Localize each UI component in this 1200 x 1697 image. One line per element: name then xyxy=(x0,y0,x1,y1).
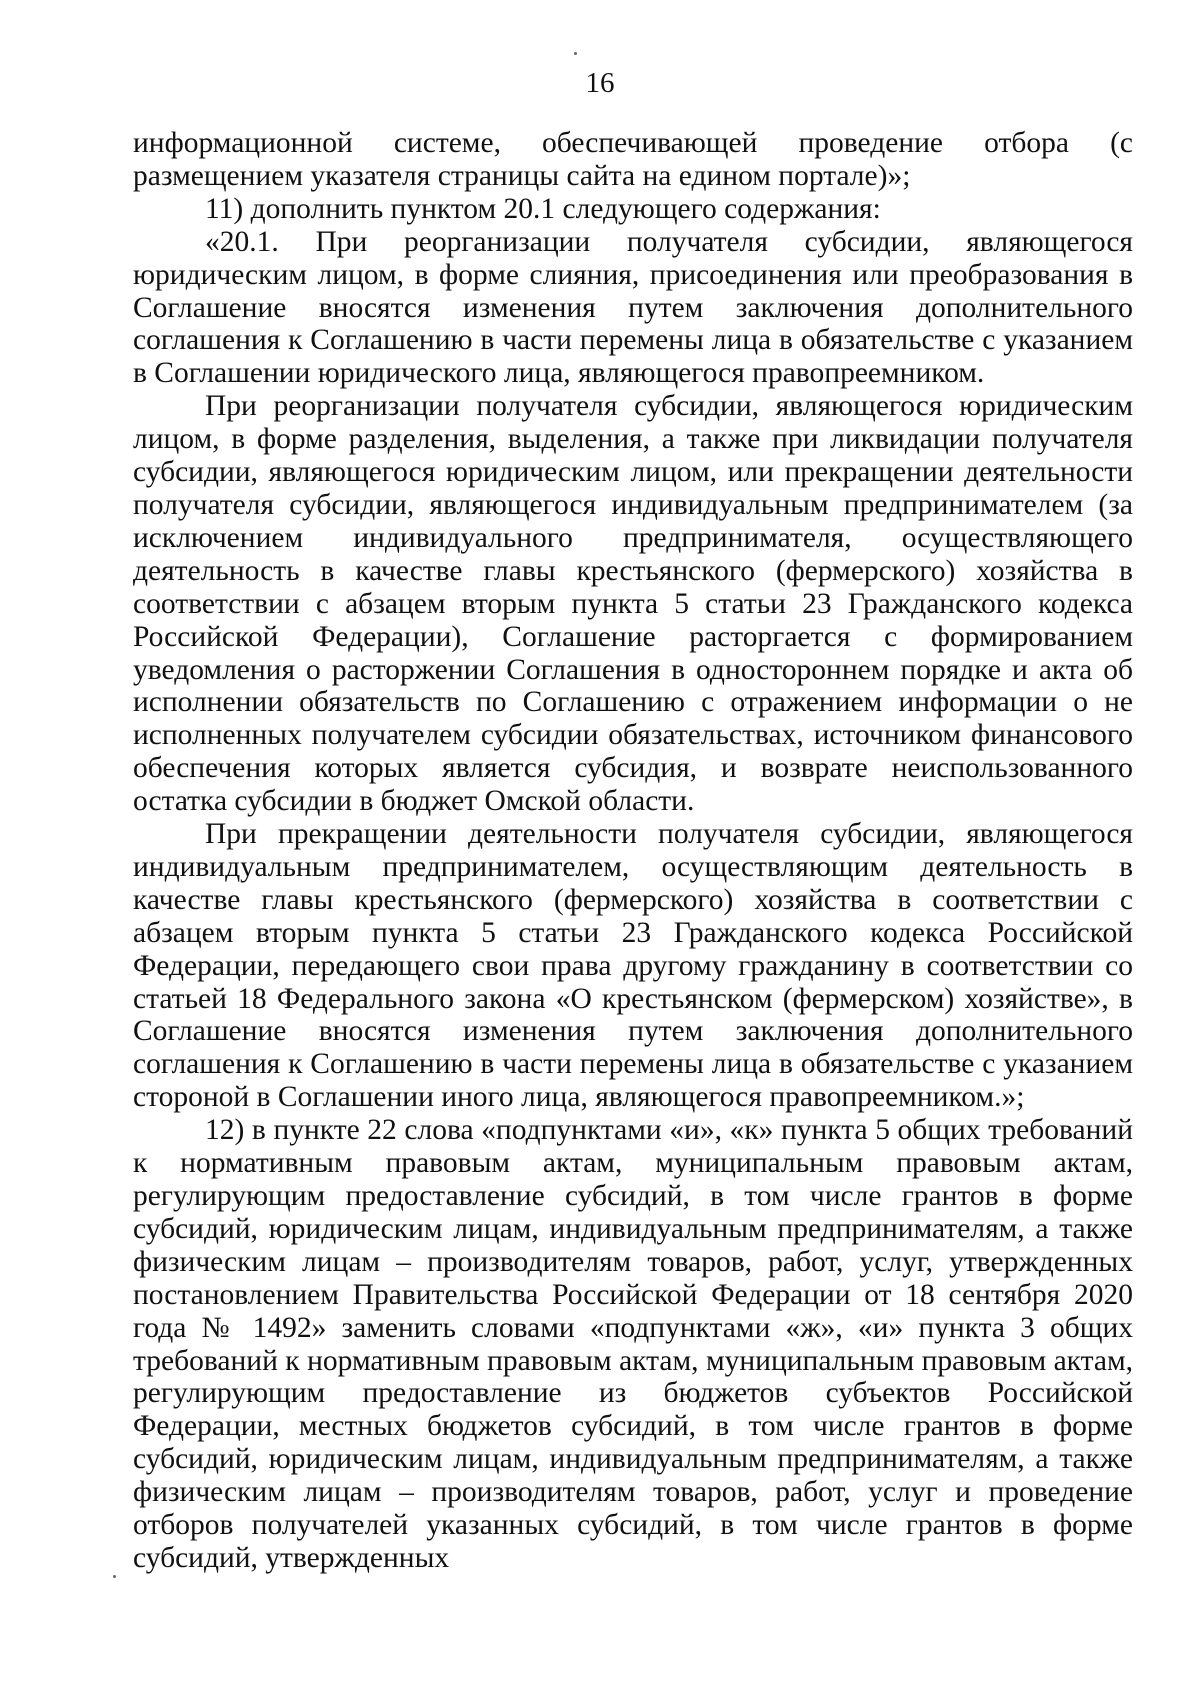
paragraph-item-11: 11) дополнить пунктом 20.1 следующего содержания: xyxy=(205,192,881,225)
scan-speck xyxy=(574,52,577,55)
paragraph-item-12: 12) в пункте 22 слова «подпунктами «и», «к» пункта 5 общих требований к нормативным правовым актам, муниципальным правовым актам, регулирующим предоставление субсидий, в том числе грантов в форме субсидий, юридическим лицам, индивидуальным предпринимателям, а также физическим лицам – производителям товаров, работ, услуг, утвержденных постановлением Правительства Российской Федерации от 18 сентября 2020 года № 1492» заменить словами «подпунктами «ж», «и» пункта 3 общих требований к нормативным правовым актам, муниципальным правовым актам, регулирующим предоставление из бюджетов субъектов Российской Федерации, местных бюджетов субсидий, в том числе грантов в форме субсидий, юридическим лицам, индивидуальным предпринимателям, а также физическим лицам – производителям товаров, работ, услуг и проведение отборов получателей указанных субсидий, в том числе грантов в форме субсидий, утвержденных xyxy=(133,1114,1133,1574)
paragraph-continuation: информационной системе, обеспечивающей проведение отбора (с размещением указателя страницы сайта на едином портале)»; xyxy=(133,127,1133,192)
document-body xyxy=(133,127,1133,1575)
paragraph-reorganization: При реорганизации получателя субсидии, являющегося юридическим лицом, в форме разделения, выделения, а также при ликвидации получателя субсидии, являющегося юридическим лицом, или прекращении деятельности получателя субсидии, являющегося индивидуальным предпринимателем (за исключением индивидуального предпринимателя, осуществляющего деятельность в качестве главы крестьянского (фермерского) хозяйства в соответствии с абзацем вторым пункта 5 статьи 23 Гражданского кодекса Российской Федерации), Соглашение расторгается с формированием уведомления о расторжении Соглашения в одностороннем порядке и акта об исполнении обязательств по Соглашению с отражением информации о не исполненных получателем субсидии обязательствах, источником финансового обеспечения которых является субсидия, и возврате неиспользованного остатка субсидии в бюджет Омской области. xyxy=(133,390,1133,818)
paragraph-termination: При прекращении деятельности получателя субсидии, являющегося индивидуальным предпринимателем, осуществляющим деятельность в качестве главы крестьянского (фермерского) хозяйства в соответствии с абзацем вторым пункта 5 статьи 23 Гражданского кодекса Российской Федерации, передающего свои права другому гражданину в соответствии со статьей 18 Федерального закона «О крестьянском (фермерском) хозяйстве», в Соглашение вносятся изменения путем заключения дополнительного соглашения к Соглашению в части перемены лица в обязательстве с указанием стороной в Соглашении иного лица, являющегося правопреемником.»; xyxy=(133,818,1133,1114)
page-number: 16 xyxy=(585,67,615,99)
scan-speck xyxy=(113,1575,116,1578)
paragraph-point-20-1: «20.1. При реорганизации получателя субсидии, являющегося юридическим лицом, в форме слияния, присоединения или преобразования в Соглашение вносятся изменения путем заключения дополнительного соглашения к Соглашению в части перемены лица в обязательстве с указанием в Соглашении юридического лица, являющегося правопреемником. xyxy=(133,225,1133,390)
